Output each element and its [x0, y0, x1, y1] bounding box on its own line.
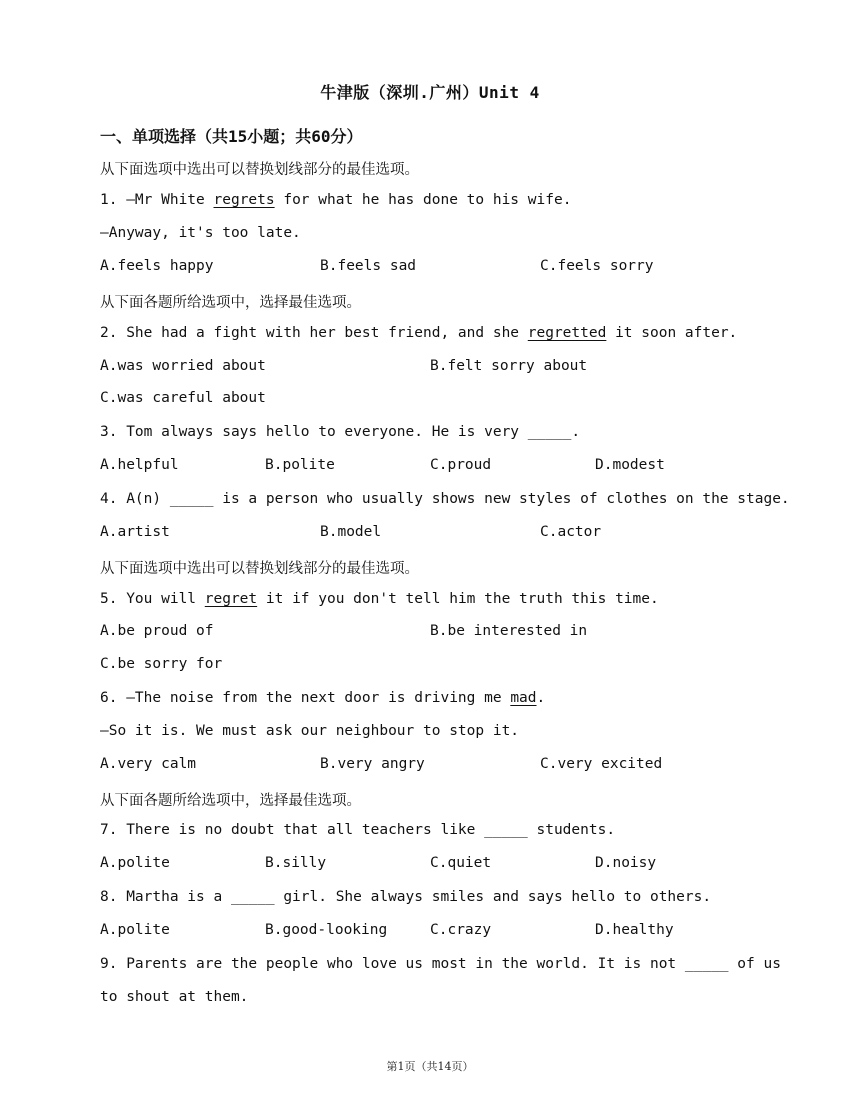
q6-option-c[interactable]: C.very excited: [540, 756, 663, 772]
question-1-reply: —Anyway, it's too late.: [100, 225, 301, 241]
instruction-replace-2: 从下面选项中选出可以替换划线部分的最佳选项。: [100, 561, 419, 577]
question-1-text-after: for what he has done to his wife.: [274, 192, 572, 208]
q7-option-a[interactable]: A.polite: [100, 855, 170, 871]
q1-option-a[interactable]: A.feels happy: [100, 258, 214, 274]
question-6-text-after: .: [536, 690, 546, 706]
question-9: 9. Parents are the people who love us most in the world. It is not _____ of us: [100, 956, 781, 972]
q6-option-a[interactable]: A.very calm: [100, 756, 197, 772]
q2-option-c[interactable]: C.was careful about: [100, 390, 266, 406]
q3-option-a[interactable]: A.helpful: [100, 457, 179, 473]
q8-option-c[interactable]: C.crazy: [430, 922, 492, 938]
q7-option-c[interactable]: C.quiet: [430, 855, 492, 871]
q5-option-b[interactable]: B.be interested in: [430, 623, 588, 639]
q2-option-a[interactable]: A.was worried about: [100, 358, 266, 374]
question-9-continued: to shout at them.: [100, 989, 249, 1005]
instruction-replace: 从下面选项中选出可以替换划线部分的最佳选项。: [100, 162, 419, 178]
q1-option-c[interactable]: C.feels sorry: [540, 258, 654, 274]
q5-option-c[interactable]: C.be sorry for: [100, 656, 223, 672]
question-5: [100, 591, 659, 607]
q4-option-a[interactable]: A.artist: [100, 524, 170, 540]
question-5-text-before: 5. You will: [100, 591, 205, 607]
question-1-text-before: 1. —Mr White: [100, 192, 214, 208]
question-7: 7. There is no doubt that all teachers like _____ students.: [100, 822, 616, 838]
q4-option-c[interactable]: C.actor: [540, 524, 602, 540]
q8-option-d[interactable]: D.healthy: [595, 922, 674, 938]
question-5-text-after: it if you don't tell him the truth this time.: [257, 591, 659, 607]
q1-option-b[interactable]: B.feels sad: [320, 258, 417, 274]
page-footer: 第1页（共14页）: [386, 1060, 474, 1073]
question-6-text-before: 6. —The noise from the next door is driving me: [100, 690, 511, 706]
question-2-text-after: it soon after.: [606, 325, 738, 341]
instruction-choose: 从下面各题所给选项中，选择最佳选项。: [100, 295, 361, 311]
q6-option-b[interactable]: B.very angry: [320, 756, 425, 772]
section-header: 一、单项选择（共15小题；共60分）: [100, 127, 363, 146]
q2-option-b[interactable]: B.felt sorry about: [430, 358, 588, 374]
question-2-underlined: regretted: [527, 325, 607, 341]
question-6: [100, 690, 545, 706]
question-3: 3. Tom always says hello to everyone. He is very _____.: [100, 424, 581, 440]
q4-option-b[interactable]: B.model: [320, 524, 382, 540]
q3-option-c[interactable]: C.proud: [430, 457, 492, 473]
question-2: [100, 325, 737, 341]
question-6-underlined: mad: [510, 690, 537, 706]
instruction-choose-2: 从下面各题所给选项中，选择最佳选项。: [100, 793, 361, 809]
q7-option-d[interactable]: D.noisy: [595, 855, 657, 871]
q7-option-b[interactable]: B.silly: [265, 855, 327, 871]
q8-option-b[interactable]: B.good-looking: [265, 922, 388, 938]
q5-option-a[interactable]: A.be proud of: [100, 623, 214, 639]
page-title: 牛津版（深圳.广州）Unit 4: [320, 83, 540, 102]
question-5-underlined: regret: [204, 591, 258, 607]
question-8: 8. Martha is a _____ girl. She always smiles and says hello to others.: [100, 889, 712, 905]
question-2-text-before: 2. She had a fight with her best friend, and she: [100, 325, 528, 341]
q3-option-d[interactable]: D.modest: [595, 457, 665, 473]
q3-option-b[interactable]: B.polite: [265, 457, 335, 473]
q8-option-a[interactable]: A.polite: [100, 922, 170, 938]
question-4: 4. A(n) _____ is a person who usually shows new styles of clothes on the stage.: [100, 491, 790, 507]
question-1: [100, 192, 571, 208]
question-1-underlined: regrets: [213, 192, 275, 208]
question-6-reply: —So it is. We must ask our neighbour to stop it.: [100, 723, 520, 739]
